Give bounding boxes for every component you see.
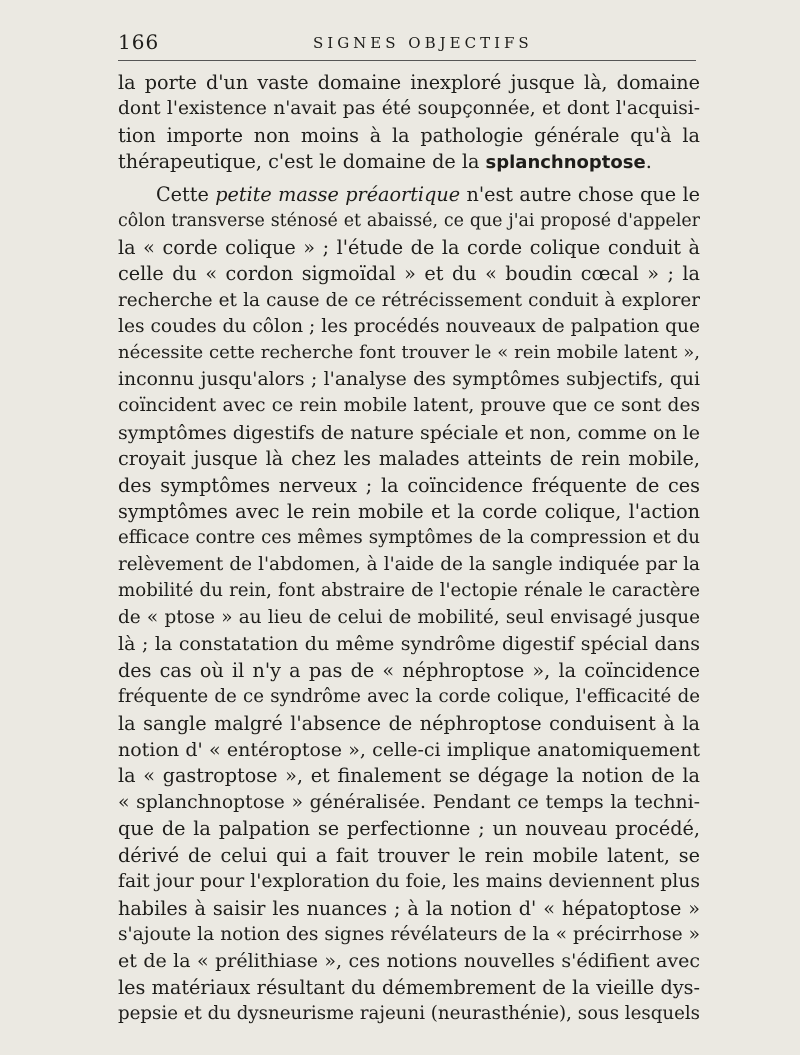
text-line: habiles à saisir les nuances ; à la notion d' « hépatoptose » <box>118 896 700 920</box>
text-line: symptômes avec le rein mobile et la corde colique, l'action <box>118 500 700 523</box>
text-line: coïncident avec ce rein mobile latent, prouve que ce sont des <box>118 395 700 417</box>
text-line: les matériaux résultant du démembrement de la vieille dys- <box>118 975 700 999</box>
text-line: des cas où il n'y a pas de « néphroptose », la coïncidence <box>118 658 700 682</box>
text-line: la « corde colique » ; l'étude de la corde colique conduit à <box>118 235 700 259</box>
text-line: mobilité du rein, font abstraire de l'ectopie rénale le caractère <box>118 580 700 602</box>
paragraph-2 <box>118 182 700 1028</box>
text-line: les coudes du côlon ; les procédés nouveaux de palpation que <box>118 315 700 337</box>
header-rule <box>118 60 696 61</box>
text-segment: . <box>645 150 652 174</box>
text-line: là ; la constatation du même syndrôme digestif spécial dans <box>118 633 700 656</box>
text-segment: n'est autre chose que le <box>460 182 700 206</box>
text-line: s'ajoute la notion des signes révélateurs de la « précirrhose » <box>118 924 700 945</box>
paragraph-1 <box>118 70 700 176</box>
text-line: des symptômes nerveux ; la coïncidence fréquente de ces <box>118 473 700 497</box>
text-line: recherche et la cause de ce rétrécissement conduit à explorer <box>118 289 700 311</box>
italic-phrase: petite masse préaortique <box>215 182 461 206</box>
text-line <box>118 182 700 208</box>
text-line: symptômes digestifs de nature spéciale et non, comme on le <box>118 421 700 444</box>
text-line: la sangle malgré l'absence de néphroptose conduisent à la <box>118 711 700 735</box>
text-line: tion importe non moins à la pathologie générale qu'à la <box>118 123 700 147</box>
text-line: côlon transverse sténosé et abaissé, ce que j'ai proposé d'appeler <box>118 211 700 232</box>
page-number: 166 <box>118 30 160 54</box>
text-line: notion d' « entéroptose », celle-ci implique anatomiquement <box>118 738 700 761</box>
text-line <box>118 149 700 175</box>
text-line: que de la palpation se perfectionne ; un nouveau procédé, <box>118 817 700 841</box>
text-line: celle du « cordon sigmoïdal » et du « boudin cœcal » ; la <box>118 262 700 286</box>
text-line: la porte d'un vaste domaine inexploré jusque là, domaine <box>118 71 700 94</box>
body-text <box>118 70 700 1028</box>
text-segment: Cette <box>156 182 216 206</box>
running-title: SIGNES OBJECTIFS <box>313 34 533 52</box>
text-line: pepsie et du dysneurisme rajeuni (neurasthénie), sous lesquels <box>118 1003 700 1025</box>
text-line: dérivé de celui qui a fait trouver le rein mobile latent, se <box>118 843 700 867</box>
text-segment: thérapeutique, c'est le domaine de la <box>118 150 486 174</box>
text-line: inconnu jusqu'alors ; l'analyse des symptômes subjectifs, qui <box>118 368 700 390</box>
text-line: dont l'existence n'avait pas été soupçonnée, et dont l'acquisi- <box>118 98 700 120</box>
text-line: fait jour pour l'exploration du foie, les mains deviennent plus <box>118 871 700 893</box>
text-line: « splanchnoptose » généralisée. Pendant ce temps la techni- <box>118 791 700 813</box>
text-line: fréquente de ce syndrôme avec la corde colique, l'efficacité de <box>118 686 700 708</box>
text-line: efficace contre ces mêmes symptômes de la compression et du <box>118 527 700 549</box>
text-line: nécessite cette recherche font trouver le « rein mobile latent », <box>118 342 700 364</box>
text-line: relèvement de l'abdomen, à l'aide de la sangle indiquée par la <box>118 553 700 575</box>
text-line: la « gastroptose », et finalement se dégage la notion de la <box>118 764 700 788</box>
page-header <box>118 26 698 56</box>
text-line: de « ptose » au lieu de celui de mobilité, seul envisagé jusque <box>118 606 700 628</box>
key-term-splanchnoptose: splanchnoptose <box>485 152 646 174</box>
text-line: croyait jusque là chez les malades atteints de rein mobile, <box>118 447 700 471</box>
text-line: et de la « prélithiase », ces notions nouvelles s'édifient avec <box>118 950 700 973</box>
